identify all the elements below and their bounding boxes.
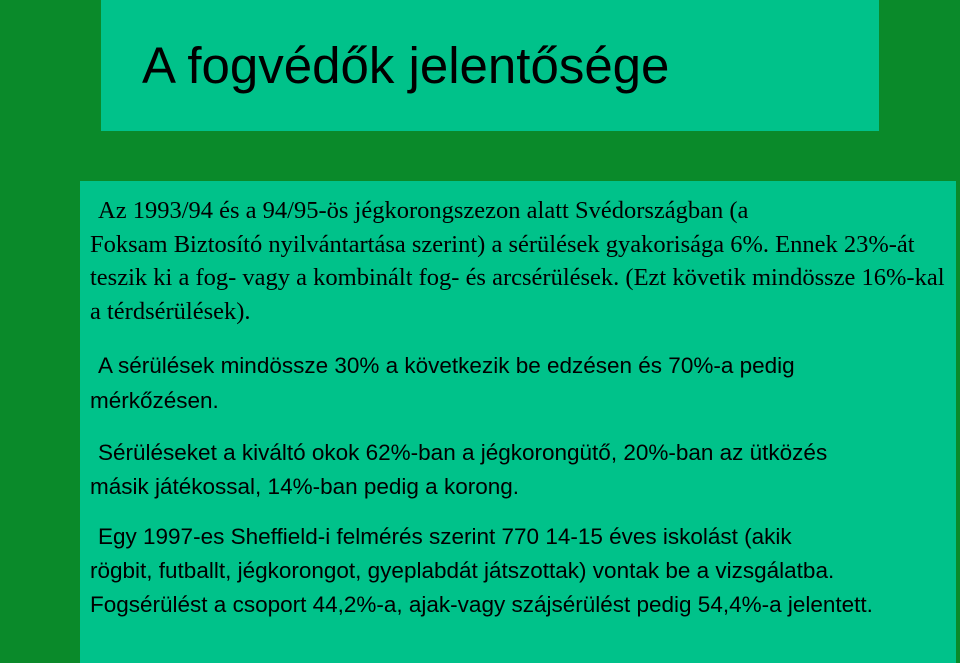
slide-title: A fogvédők jelentősége — [142, 37, 670, 94]
paragraph-2 — [90, 349, 950, 418]
paragraph-4-rest: rögbit, futballt, jégkorongot, gyeplabdát játszottak) vontak be a vizsgálatba. Fogsérülést a csoport 44,2%-a, ajak-vagy szájsérülést pedig 54,4%-a jelentett. — [90, 558, 873, 617]
paragraph-3-line-1: Sérüléseket a kiváltó okok 62%-ban a jégkorongütő, 20%-ban az ütközés — [98, 440, 828, 465]
paragraph-3-rest: másik játékossal, 14%-ban pedig a korong. — [90, 473, 519, 499]
paragraph-1-line-1: Az 1993/94 és a 94/95-ös jégkorongszezon alatt Svédországban (a — [98, 197, 749, 224]
paragraph-1 — [90, 194, 950, 328]
paragraph-2-rest: mérkőzésen. — [90, 387, 219, 413]
paragraph-4 — [90, 520, 950, 622]
paragraph-1-rest: Foksam Biztosító nyilvántartása szerint) a sérülések gyakorisága 6%. Ennek 23%-át teszik ki a fog- vagy a kombinált fog- és arcsérülések. (Ezt követik mindössze 16%-kal a térdsérülések). — [90, 230, 945, 325]
paragraph-4-line-1: Egy 1997-es Sheffield-i felmérés szerint 770 14-15 éves iskolást (akik — [98, 524, 792, 549]
paragraph-2-line-1: A sérülések mindössze 30% a következik be edzésen és 70%-a pedig — [98, 353, 795, 378]
paragraph-3 — [90, 436, 950, 503]
